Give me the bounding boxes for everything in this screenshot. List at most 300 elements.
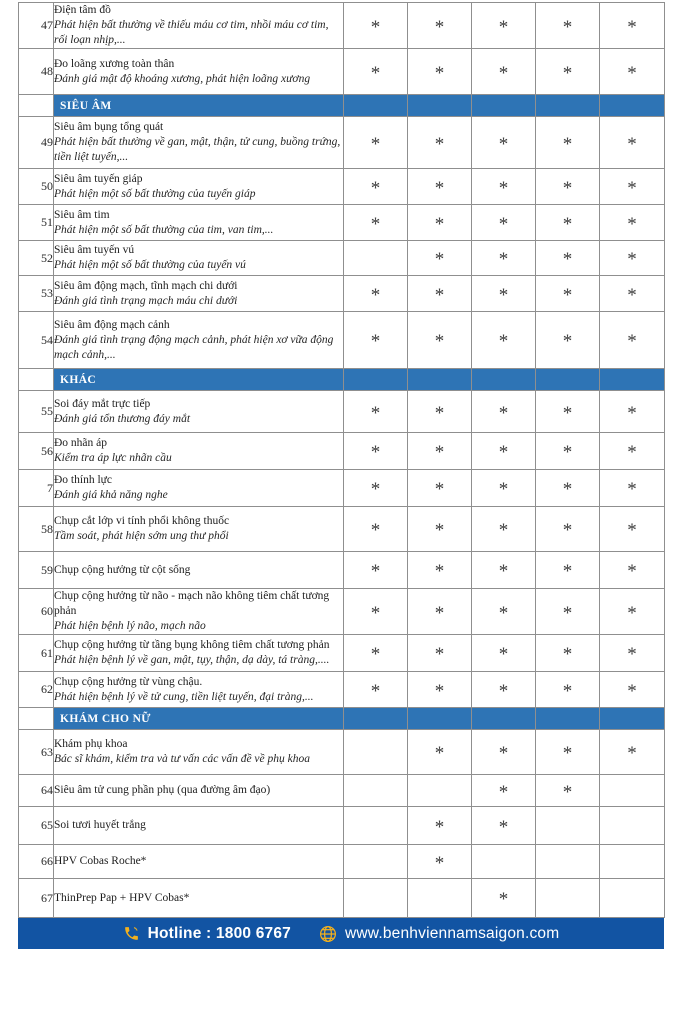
row-number-cell	[19, 369, 54, 391]
mark-cell	[408, 672, 472, 708]
table-row	[19, 635, 665, 672]
mark-cell	[536, 241, 600, 276]
mark-cell	[408, 807, 472, 845]
mark-cell	[344, 205, 408, 241]
services-table-body	[19, 3, 665, 918]
service-cell	[54, 117, 344, 169]
mark-cell	[472, 205, 536, 241]
mark-cell	[600, 241, 665, 276]
service-description: Phát hiện bất thường về gan, mật, thận, tử cung, buồng trứng, tiền liệt tuyến,...	[54, 136, 341, 163]
section-fill-cell	[536, 708, 600, 730]
service-description: Đánh giá khả năng nghe	[54, 489, 168, 501]
mark-cell	[600, 879, 665, 918]
service-cell	[54, 775, 344, 807]
mark-cell	[344, 845, 408, 879]
mark-cell	[344, 391, 408, 433]
mark-cell	[600, 433, 665, 470]
table-row	[19, 807, 665, 845]
mark-cell	[536, 552, 600, 589]
service-description: Đánh giá tổn thương đáy mắt	[54, 412, 191, 425]
mark-cell	[344, 241, 408, 276]
mark-cell	[472, 552, 536, 589]
asterisk-mark: *	[434, 680, 445, 702]
asterisk-mark: *	[562, 479, 573, 500]
asterisk-mark: *	[370, 177, 381, 199]
asterisk-mark: *	[562, 402, 573, 424]
mark-cell	[536, 845, 600, 879]
row-number: 61	[41, 645, 53, 660]
section-fill-cell	[344, 95, 408, 117]
mark-cell	[536, 312, 600, 369]
mark-cell	[472, 117, 536, 169]
section-fill-cell	[600, 708, 665, 730]
asterisk-mark: *	[562, 284, 573, 306]
asterisk-mark: *	[562, 680, 573, 702]
table-row	[19, 433, 665, 470]
row-number: 62	[41, 682, 53, 696]
service-cell	[54, 552, 344, 589]
mark-cell	[408, 775, 472, 807]
table-row	[19, 589, 665, 635]
mark-cell	[600, 205, 665, 241]
row-number-cell	[19, 708, 54, 730]
asterisk-mark: *	[627, 402, 637, 424]
mark-cell	[472, 276, 536, 312]
asterisk-mark: *	[498, 284, 509, 306]
website-link[interactable]: www.benhviennamsaigon.com	[345, 924, 560, 942]
asterisk-mark: *	[370, 442, 381, 463]
section-fill-cell	[472, 95, 536, 117]
mark-cell	[600, 845, 665, 879]
mark-cell	[344, 879, 408, 918]
asterisk-mark: *	[498, 602, 509, 624]
asterisk-mark: *	[627, 16, 637, 38]
service-name: ThinPrep Pap + HPV Cobas*	[54, 891, 190, 904]
asterisk-mark: *	[627, 249, 637, 270]
mark-cell	[472, 312, 536, 369]
asterisk-mark: *	[498, 889, 509, 910]
mark-cell	[408, 879, 472, 918]
asterisk-mark: *	[370, 16, 381, 38]
service-name: Điện tâm đồ	[54, 4, 111, 16]
asterisk-mark: *	[434, 331, 445, 352]
asterisk-mark: *	[627, 680, 637, 702]
mark-cell	[472, 391, 536, 433]
mark-cell	[600, 49, 665, 95]
asterisk-mark: *	[627, 284, 637, 306]
asterisk-mark: *	[498, 743, 509, 764]
asterisk-mark: *	[498, 680, 509, 702]
services-table	[18, 2, 665, 918]
row-number-cell	[19, 391, 54, 433]
asterisk-mark: *	[627, 644, 637, 665]
service-cell	[54, 3, 344, 49]
service-cell	[54, 433, 344, 470]
mark-cell	[536, 433, 600, 470]
service-description: Phát hiện bệnh lý về gan, mật, tụy, thận, dạ dày, tá tràng,....	[54, 654, 330, 666]
table-row	[19, 391, 665, 433]
mark-cell	[408, 312, 472, 369]
asterisk-mark: *	[562, 133, 573, 155]
service-cell	[54, 589, 344, 635]
mark-cell	[472, 807, 536, 845]
asterisk-mark: *	[434, 133, 445, 155]
section-row	[19, 95, 665, 117]
asterisk-mark: *	[562, 743, 573, 764]
mark-cell	[344, 117, 408, 169]
row-number: 7	[47, 480, 53, 495]
mark-cell	[472, 470, 536, 507]
mark-cell	[536, 507, 600, 552]
mark-cell	[408, 730, 472, 775]
service-description: Tầm soát, phát hiện sớm ung thư phổi	[54, 530, 229, 542]
asterisk-mark: *	[498, 561, 509, 582]
mark-cell	[472, 730, 536, 775]
asterisk-mark: *	[498, 402, 509, 424]
asterisk-mark: *	[562, 16, 573, 38]
row-number: 59	[41, 562, 53, 577]
asterisk-mark: *	[498, 62, 509, 84]
mark-cell	[344, 3, 408, 49]
asterisk-mark: *	[434, 743, 445, 764]
mark-cell	[344, 552, 408, 589]
row-number: 50	[41, 179, 53, 193]
service-description: Phát hiện bệnh lý về tử cung, tiền liệt tuyến, đại tràng,...	[54, 690, 314, 703]
asterisk-mark: *	[562, 781, 573, 803]
service-name: Đo thính lực	[54, 474, 112, 486]
mark-cell	[536, 169, 600, 205]
mark-cell	[472, 3, 536, 49]
asterisk-mark: *	[434, 816, 445, 838]
asterisk-mark: *	[370, 133, 381, 155]
asterisk-mark: *	[562, 249, 573, 270]
row-number-cell	[19, 95, 54, 117]
section-fill-cell	[408, 95, 472, 117]
section-fill-cell	[600, 95, 665, 117]
asterisk-mark: *	[562, 62, 573, 84]
asterisk-mark: *	[434, 62, 445, 84]
mark-cell	[344, 312, 408, 369]
service-name: Chụp cộng hưởng từ vùng chậu.	[54, 675, 203, 688]
row-number-cell	[19, 672, 54, 708]
section-row	[19, 708, 665, 730]
mark-cell	[600, 552, 665, 589]
mark-cell	[600, 391, 665, 433]
asterisk-mark: *	[562, 177, 573, 199]
service-cell	[54, 391, 344, 433]
mark-cell	[408, 241, 472, 276]
mark-cell	[408, 470, 472, 507]
section-label: SIÊU ÂM	[60, 99, 112, 112]
section-fill-cell	[408, 708, 472, 730]
row-number-cell	[19, 470, 54, 507]
asterisk-mark: *	[562, 602, 573, 624]
mark-cell	[344, 775, 408, 807]
asterisk-mark: *	[370, 331, 381, 352]
asterisk-mark: *	[498, 520, 509, 541]
section-fill-cell	[472, 708, 536, 730]
row-number-cell	[19, 730, 54, 775]
service-description: Phát hiện một số bất thường của tuyến vú	[54, 259, 246, 271]
mark-cell	[344, 49, 408, 95]
service-name: Siêu âm bụng tổng quát	[54, 121, 164, 133]
table-row	[19, 49, 665, 95]
row-number-cell	[19, 845, 54, 879]
asterisk-mark: *	[562, 520, 573, 541]
mark-cell	[344, 730, 408, 775]
row-number-cell	[19, 241, 54, 276]
service-cell	[54, 845, 344, 879]
asterisk-mark: *	[627, 743, 637, 764]
row-number: 60	[41, 604, 53, 618]
section-header-cell	[54, 95, 344, 117]
mark-cell	[408, 507, 472, 552]
section-row	[19, 369, 665, 391]
service-name: Chụp cộng hưởng từ cột sống	[54, 563, 191, 576]
service-cell	[54, 470, 344, 507]
mark-cell	[344, 507, 408, 552]
row-number-cell	[19, 589, 54, 635]
asterisk-mark: *	[627, 602, 637, 624]
row-number: 65	[41, 818, 53, 832]
asterisk-mark: *	[562, 331, 573, 352]
asterisk-mark: *	[498, 479, 509, 500]
mark-cell	[536, 775, 600, 807]
mark-cell	[600, 807, 665, 845]
table-row	[19, 241, 665, 276]
service-name: Soi tươi huyết trắng	[54, 819, 146, 831]
asterisk-mark: *	[370, 680, 381, 702]
section-header-cell	[54, 708, 344, 730]
row-number-cell	[19, 433, 54, 470]
section-fill-cell	[536, 369, 600, 391]
service-cell	[54, 169, 344, 205]
asterisk-mark: *	[498, 133, 509, 155]
service-name: Siêu âm động mạch cảnh	[54, 318, 170, 331]
row-number-cell	[19, 312, 54, 369]
mark-cell	[408, 552, 472, 589]
asterisk-mark: *	[627, 442, 637, 463]
row-number-cell	[19, 507, 54, 552]
section-fill-cell	[344, 708, 408, 730]
mark-cell	[536, 276, 600, 312]
table-row	[19, 507, 665, 552]
service-description: Đánh giá tình trạng động mạch cảnh, phát hiện xơ vữa động mạch cảnh,...	[54, 333, 334, 361]
row-number-cell	[19, 775, 54, 807]
service-table-page	[18, 2, 664, 949]
row-number-cell	[19, 169, 54, 205]
asterisk-mark: *	[498, 781, 509, 803]
service-description: Kiểm tra áp lực nhãn cầu	[54, 452, 172, 464]
service-name: Chụp cộng hưởng từ não - mạch não không tiêm chất tương phản	[54, 590, 330, 617]
service-cell	[54, 49, 344, 95]
asterisk-mark: *	[627, 133, 637, 155]
asterisk-mark: *	[370, 213, 381, 235]
mark-cell	[408, 391, 472, 433]
mark-cell	[536, 672, 600, 708]
asterisk-mark: *	[370, 62, 381, 84]
mark-cell	[536, 730, 600, 775]
service-description: Đánh giá mật độ khoáng xương, phát hiện loãng xương	[54, 72, 311, 85]
mark-cell	[536, 205, 600, 241]
asterisk-mark: *	[370, 602, 381, 624]
row-number: 48	[41, 64, 53, 78]
mark-cell	[472, 169, 536, 205]
mark-cell	[472, 775, 536, 807]
mark-cell	[472, 49, 536, 95]
section-header-cell	[54, 369, 344, 391]
asterisk-mark: *	[498, 213, 509, 235]
service-description: Đánh giá tình trạng mạch máu chi dưới	[54, 294, 238, 307]
mark-cell	[408, 433, 472, 470]
service-cell	[54, 241, 344, 276]
service-cell	[54, 507, 344, 552]
mark-cell	[344, 169, 408, 205]
mark-cell	[600, 589, 665, 635]
service-cell	[54, 205, 344, 241]
section-fill-cell	[536, 95, 600, 117]
row-number-cell	[19, 552, 54, 589]
table-row	[19, 672, 665, 708]
row-number-cell	[19, 49, 54, 95]
asterisk-mark: *	[498, 644, 509, 665]
service-cell	[54, 879, 344, 918]
service-name: Soi đáy mắt trực tiếp	[54, 397, 151, 410]
asterisk-mark: *	[434, 561, 445, 582]
row-number-cell	[19, 635, 54, 672]
asterisk-mark: *	[434, 442, 445, 463]
asterisk-mark: *	[498, 331, 509, 352]
table-row	[19, 552, 665, 589]
mark-cell	[472, 589, 536, 635]
table-row	[19, 169, 665, 205]
mark-cell	[600, 117, 665, 169]
table-row	[19, 276, 665, 312]
service-name: Siêu âm tuyến giáp	[54, 172, 143, 185]
table-row	[19, 3, 665, 49]
service-description: Phát hiện bất thường về thiếu máu cơ tim, nhồi máu cơ tim, rối loạn nhịp,...	[54, 19, 329, 46]
service-name: Siêu âm tuyến vú	[54, 244, 135, 256]
section-fill-cell	[408, 369, 472, 391]
mark-cell	[600, 470, 665, 507]
mark-cell	[536, 117, 600, 169]
mark-cell	[600, 507, 665, 552]
mark-cell	[408, 845, 472, 879]
service-name: HPV Cobas Roche*	[54, 855, 147, 867]
mark-cell	[600, 276, 665, 312]
asterisk-mark: *	[562, 644, 573, 665]
mark-cell	[472, 241, 536, 276]
mark-cell	[600, 672, 665, 708]
asterisk-mark: *	[434, 520, 445, 541]
asterisk-mark: *	[627, 561, 637, 582]
asterisk-mark: *	[434, 16, 445, 38]
mark-cell	[472, 635, 536, 672]
asterisk-mark: *	[562, 213, 573, 235]
row-number: 47	[41, 18, 53, 32]
asterisk-mark: *	[370, 284, 381, 306]
asterisk-mark: *	[434, 177, 445, 199]
row-number: 51	[41, 215, 53, 229]
mark-cell	[600, 169, 665, 205]
service-cell	[54, 672, 344, 708]
globe-icon	[319, 925, 337, 943]
asterisk-mark: *	[434, 402, 445, 424]
mark-cell	[344, 470, 408, 507]
service-cell	[54, 730, 344, 775]
mark-cell	[472, 879, 536, 918]
mark-cell	[600, 312, 665, 369]
mark-cell	[536, 807, 600, 845]
section-label: KHÁM CHO NỮ	[60, 712, 151, 725]
row-number-cell	[19, 205, 54, 241]
mark-cell	[344, 589, 408, 635]
mark-cell	[408, 205, 472, 241]
row-number: 58	[41, 521, 53, 536]
table-row	[19, 775, 665, 807]
section-fill-cell	[600, 369, 665, 391]
row-number: 55	[41, 404, 53, 418]
table-row	[19, 470, 665, 507]
table-row	[19, 117, 665, 169]
row-number: 67	[41, 890, 53, 905]
asterisk-mark: *	[370, 644, 381, 665]
mark-cell	[408, 589, 472, 635]
section-fill-cell	[472, 369, 536, 391]
asterisk-mark: *	[627, 213, 637, 235]
asterisk-mark: *	[434, 644, 445, 665]
mark-cell	[344, 807, 408, 845]
mark-cell	[472, 507, 536, 552]
service-name: Siêu âm động mạch, tĩnh mạch chi dưới	[54, 279, 238, 292]
asterisk-mark: *	[370, 520, 381, 541]
hotline-text: Hotline : 1800 6767	[147, 924, 291, 942]
mark-cell	[344, 672, 408, 708]
section-fill-cell	[344, 369, 408, 391]
service-name: Đo loãng xương toàn thân	[54, 57, 175, 70]
mark-cell	[536, 3, 600, 49]
mark-cell	[536, 635, 600, 672]
mark-cell	[344, 276, 408, 312]
mark-cell	[408, 276, 472, 312]
row-number: 64	[41, 783, 53, 797]
mark-cell	[536, 879, 600, 918]
table-row	[19, 879, 665, 918]
mark-cell	[408, 117, 472, 169]
mark-cell	[600, 3, 665, 49]
asterisk-mark: *	[434, 602, 445, 624]
row-number-cell	[19, 3, 54, 49]
phone-icon	[123, 925, 140, 942]
asterisk-mark: *	[370, 479, 381, 500]
service-description: Phát hiện bệnh lý não, mạch não	[54, 620, 206, 632]
asterisk-mark: *	[627, 177, 637, 199]
mark-cell	[536, 391, 600, 433]
asterisk-mark: *	[498, 816, 509, 838]
row-number: 52	[41, 250, 53, 265]
asterisk-mark: *	[498, 249, 509, 270]
mark-cell	[408, 3, 472, 49]
row-number: 63	[41, 744, 53, 759]
asterisk-mark: *	[434, 249, 445, 270]
hotline-group	[123, 925, 291, 943]
mark-cell	[408, 169, 472, 205]
asterisk-mark: *	[627, 479, 637, 500]
asterisk-mark: *	[498, 442, 509, 463]
mark-cell	[536, 589, 600, 635]
asterisk-mark: *	[370, 561, 381, 582]
mark-cell	[408, 49, 472, 95]
